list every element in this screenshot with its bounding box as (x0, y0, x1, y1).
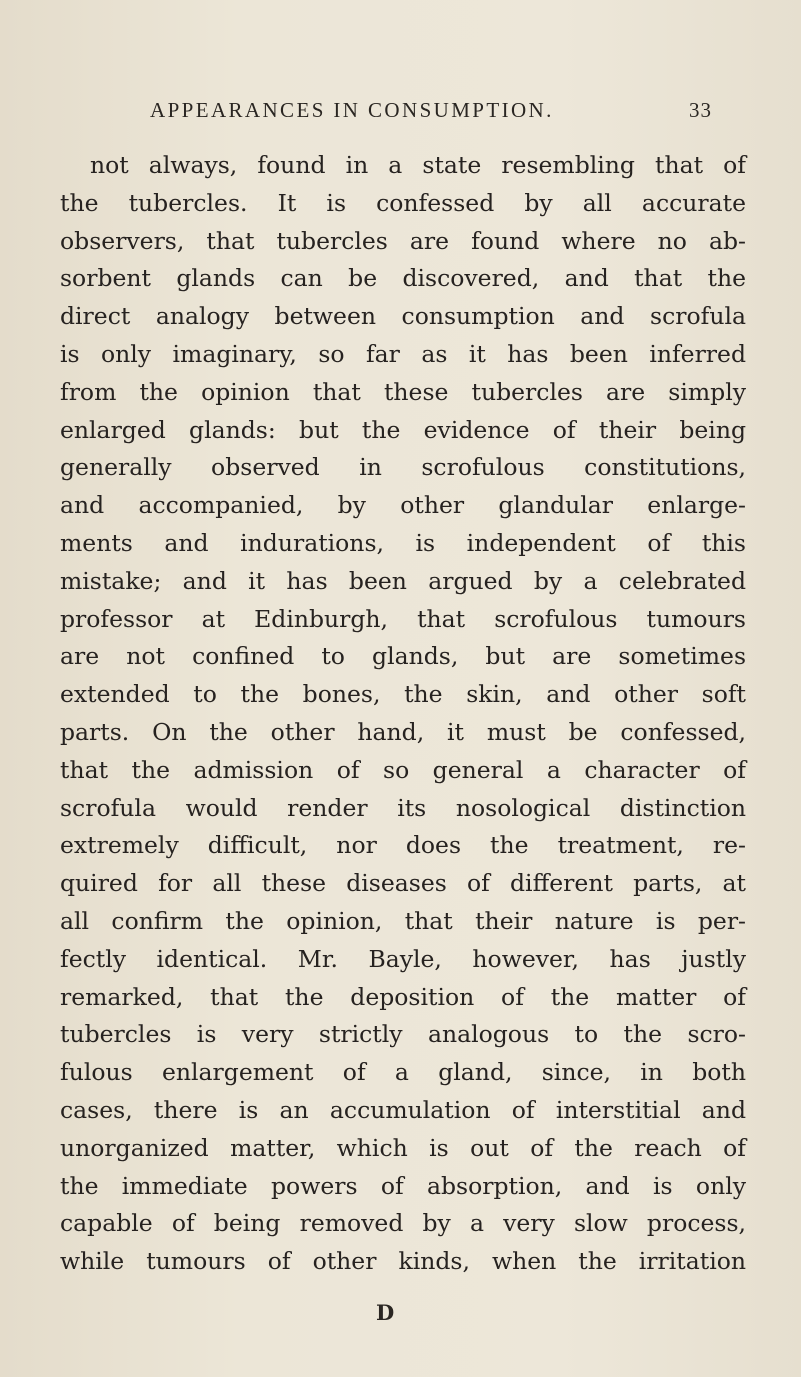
signature-mark: D (376, 1300, 395, 1325)
text-line: tubercles is very strictly analogous to the scro- (60, 1020, 746, 1049)
text-line: the tubercles. It is confessed by all accurate (60, 188, 746, 217)
text-line: sorbent glands can be discovered, and that the (60, 264, 746, 293)
page-number: 33 (689, 98, 712, 122)
text-line: professor at Edinburgh, that scrofulous tumours (60, 604, 746, 633)
text-line: unorganized matter, which is out of the reach of (60, 1133, 746, 1162)
text-line: while tumours of other kinds, when the irritation (60, 1247, 746, 1276)
text-line: extended to the bones, the skin, and other soft (60, 680, 746, 709)
text-line: direct analogy between consumption and scrofula (60, 302, 746, 331)
text-line: are not confined to glands, but are sometimes (60, 642, 746, 671)
text-line: is only imaginary, so far as it has been inferred (60, 340, 746, 368)
text-line: generally observed in scrofulous constitutions, (60, 453, 746, 482)
text-line: that the admission of so general a character of (60, 755, 746, 784)
text-line: enlarged glands: but the evidence of their being (60, 415, 746, 444)
text-line: all confirm the opinion, that their nature is per- (60, 907, 746, 935)
running-title: APPEARANCES IN CONSUMPTION. (150, 98, 554, 122)
text-line: and accompanied, by other glandular enlarge- (60, 491, 746, 520)
text-line: observers, that tubercles are found where no ab- (60, 226, 746, 255)
text-line: from the opinion that these tubercles are simply (60, 377, 746, 406)
text-line: scrofula would render its nosological distinction (60, 793, 746, 822)
text-line: not always, found in a state resembling that of (90, 151, 746, 179)
text-line: capable of being removed by a very slow process, (60, 1209, 746, 1238)
text-line: mistake; and it has been argued by a celebrated (60, 566, 746, 595)
text-line: quired for all these diseases of different parts, at (60, 869, 746, 898)
text-line: fectly identical. Mr. Bayle, however, has justly (60, 944, 746, 973)
text-line: remarked, that the deposition of the matter of (60, 982, 746, 1011)
text-line: fulous enlargement of a gland, since, in both (60, 1058, 746, 1087)
text-line: parts. On the other hand, it must be confessed, (60, 718, 746, 746)
text-line: the immediate powers of absorption, and is only (60, 1171, 746, 1200)
text-line: cases, there is an accumulation of interstitial and (60, 1096, 746, 1124)
running-header (150, 98, 710, 123)
text-line: extremely difficult, nor does the treatment, re- (60, 831, 746, 860)
text-line: ments and indurations, is independent of this (60, 529, 746, 557)
